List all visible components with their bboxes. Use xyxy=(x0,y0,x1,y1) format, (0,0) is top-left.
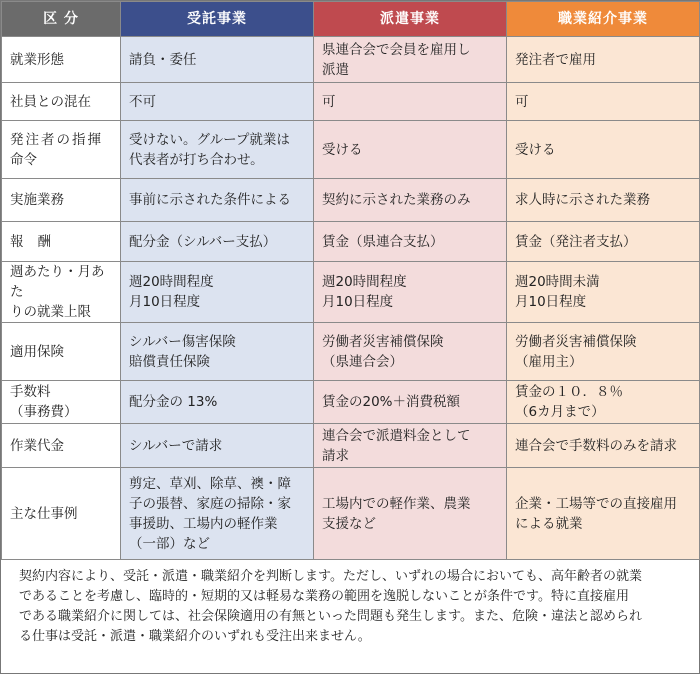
header-kubun: 区 分 xyxy=(2,2,121,37)
header-itaku: 受託事業 xyxy=(121,2,314,37)
cell-haken: 賃金の20%＋消費税額 xyxy=(314,381,507,424)
row-label-hoshu: 報酬 xyxy=(2,222,121,262)
cell-shokai: 週20時間未満 月10日程度 xyxy=(507,262,700,323)
table-row xyxy=(2,179,700,222)
cell-itaku: 配分金の 13% xyxy=(121,381,314,424)
cell-shokai: 可 xyxy=(507,83,700,121)
cell-itaku: 受けない。グループ就業は 代表者が打ち合わせ。 xyxy=(121,121,314,179)
row-label-sagyo-daikin: 作業代金 xyxy=(2,424,121,468)
cell-itaku: 配分金（シルバー支払） xyxy=(121,222,314,262)
table-row xyxy=(2,323,700,381)
table-row xyxy=(2,424,700,468)
cell-shokai: 企業・工場等での直接雇用 による就業 xyxy=(507,468,700,560)
cell-shokai: 発注者で雇用 xyxy=(507,37,700,83)
footer-line: である職業紹介に関しては、社会保険適用の有無といった問題も発生します。また、危険・違法と認められ xyxy=(19,609,642,624)
row-label-shiki-meirei: 発注者の指揮 命令 xyxy=(2,121,121,179)
cell-haken: 受ける xyxy=(314,121,507,179)
cell-haken: 連合会で派遣料金として 請求 xyxy=(314,424,507,468)
row-label-tekiyo-hoken: 適用保険 xyxy=(2,323,121,381)
cell-haken: 週20時間程度 月10日程度 xyxy=(314,262,507,323)
cell-haken: 契約に示された業務のみ xyxy=(314,179,507,222)
header-shokai: 職業紹介事業 xyxy=(507,2,700,37)
cell-itaku: 事前に示された条件による xyxy=(121,179,314,222)
table-row xyxy=(2,468,700,560)
cell-shokai: 受ける xyxy=(507,121,700,179)
cell-shokai: 求人時に示された業務 xyxy=(507,179,700,222)
header-row xyxy=(2,2,700,37)
row-label-shigoto-rei: 主な仕事例 xyxy=(2,468,121,560)
footer-line: る仕事は受託・派遣・職業紹介のいずれも受注出来ません。 xyxy=(19,629,371,644)
cell-shokai: 連合会で手数料のみを請求 xyxy=(507,424,700,468)
cell-itaku: シルバーで請求 xyxy=(121,424,314,468)
cell-haken: 賃金（県連合支払） xyxy=(314,222,507,262)
table-row xyxy=(2,121,700,179)
header-haken: 派遣事業 xyxy=(314,2,507,37)
table-row xyxy=(2,262,700,323)
cell-haken: 県連合会で会員を雇用し 派遣 xyxy=(314,37,507,83)
cell-shokai: 労働者災害補償保険 （雇用主） xyxy=(507,323,700,381)
table-row xyxy=(2,222,700,262)
footer-line: 契約内容により、受託・派遣・職業紹介を判断します。ただし、いずれの場合においても、高年齢者の就業 xyxy=(19,569,642,584)
cell-itaku: 剪定、草刈、除草、襖・障 子の張替、家庭の掃除・家 事援助、工場内の軽作業 （一部）など xyxy=(121,468,314,560)
cell-shokai: 賃金の１０．８％ （6カ月まで） xyxy=(507,381,700,424)
cell-itaku: 不可 xyxy=(121,83,314,121)
cell-haken: 労働者災害補償保険 （県連合会） xyxy=(314,323,507,381)
footer-line: であることを考慮し、臨時的・短期的又は軽易な業務の範囲を逸脱しないことが条件です。特に直接雇用 xyxy=(19,589,629,604)
cell-itaku: 週20時間程度 月10日程度 xyxy=(121,262,314,323)
cell-itaku: 請負・委任 xyxy=(121,37,314,83)
row-label-shugyo-keitai: 就業形態 xyxy=(2,37,121,83)
row-label-konzai: 社員との混在 xyxy=(2,83,121,121)
cell-itaku: シルバー傷害保険 賠償責任保険 xyxy=(121,323,314,381)
cell-haken: 可 xyxy=(314,83,507,121)
footer-note xyxy=(1,551,699,673)
comparison-table xyxy=(1,1,700,560)
table-row xyxy=(2,83,700,121)
row-label-jisshi-gyomu: 実施業務 xyxy=(2,179,121,222)
table-row xyxy=(2,381,700,424)
table-row xyxy=(2,37,700,83)
cell-haken: 工場内での軽作業、農業 支援など xyxy=(314,468,507,560)
row-label-shugyo-jogen: 週あたり・月あた りの就業上限 xyxy=(2,262,121,323)
cell-shokai: 賃金（発注者支払） xyxy=(507,222,700,262)
row-label-tesuryo: 手数料 （事務費） xyxy=(2,381,121,424)
